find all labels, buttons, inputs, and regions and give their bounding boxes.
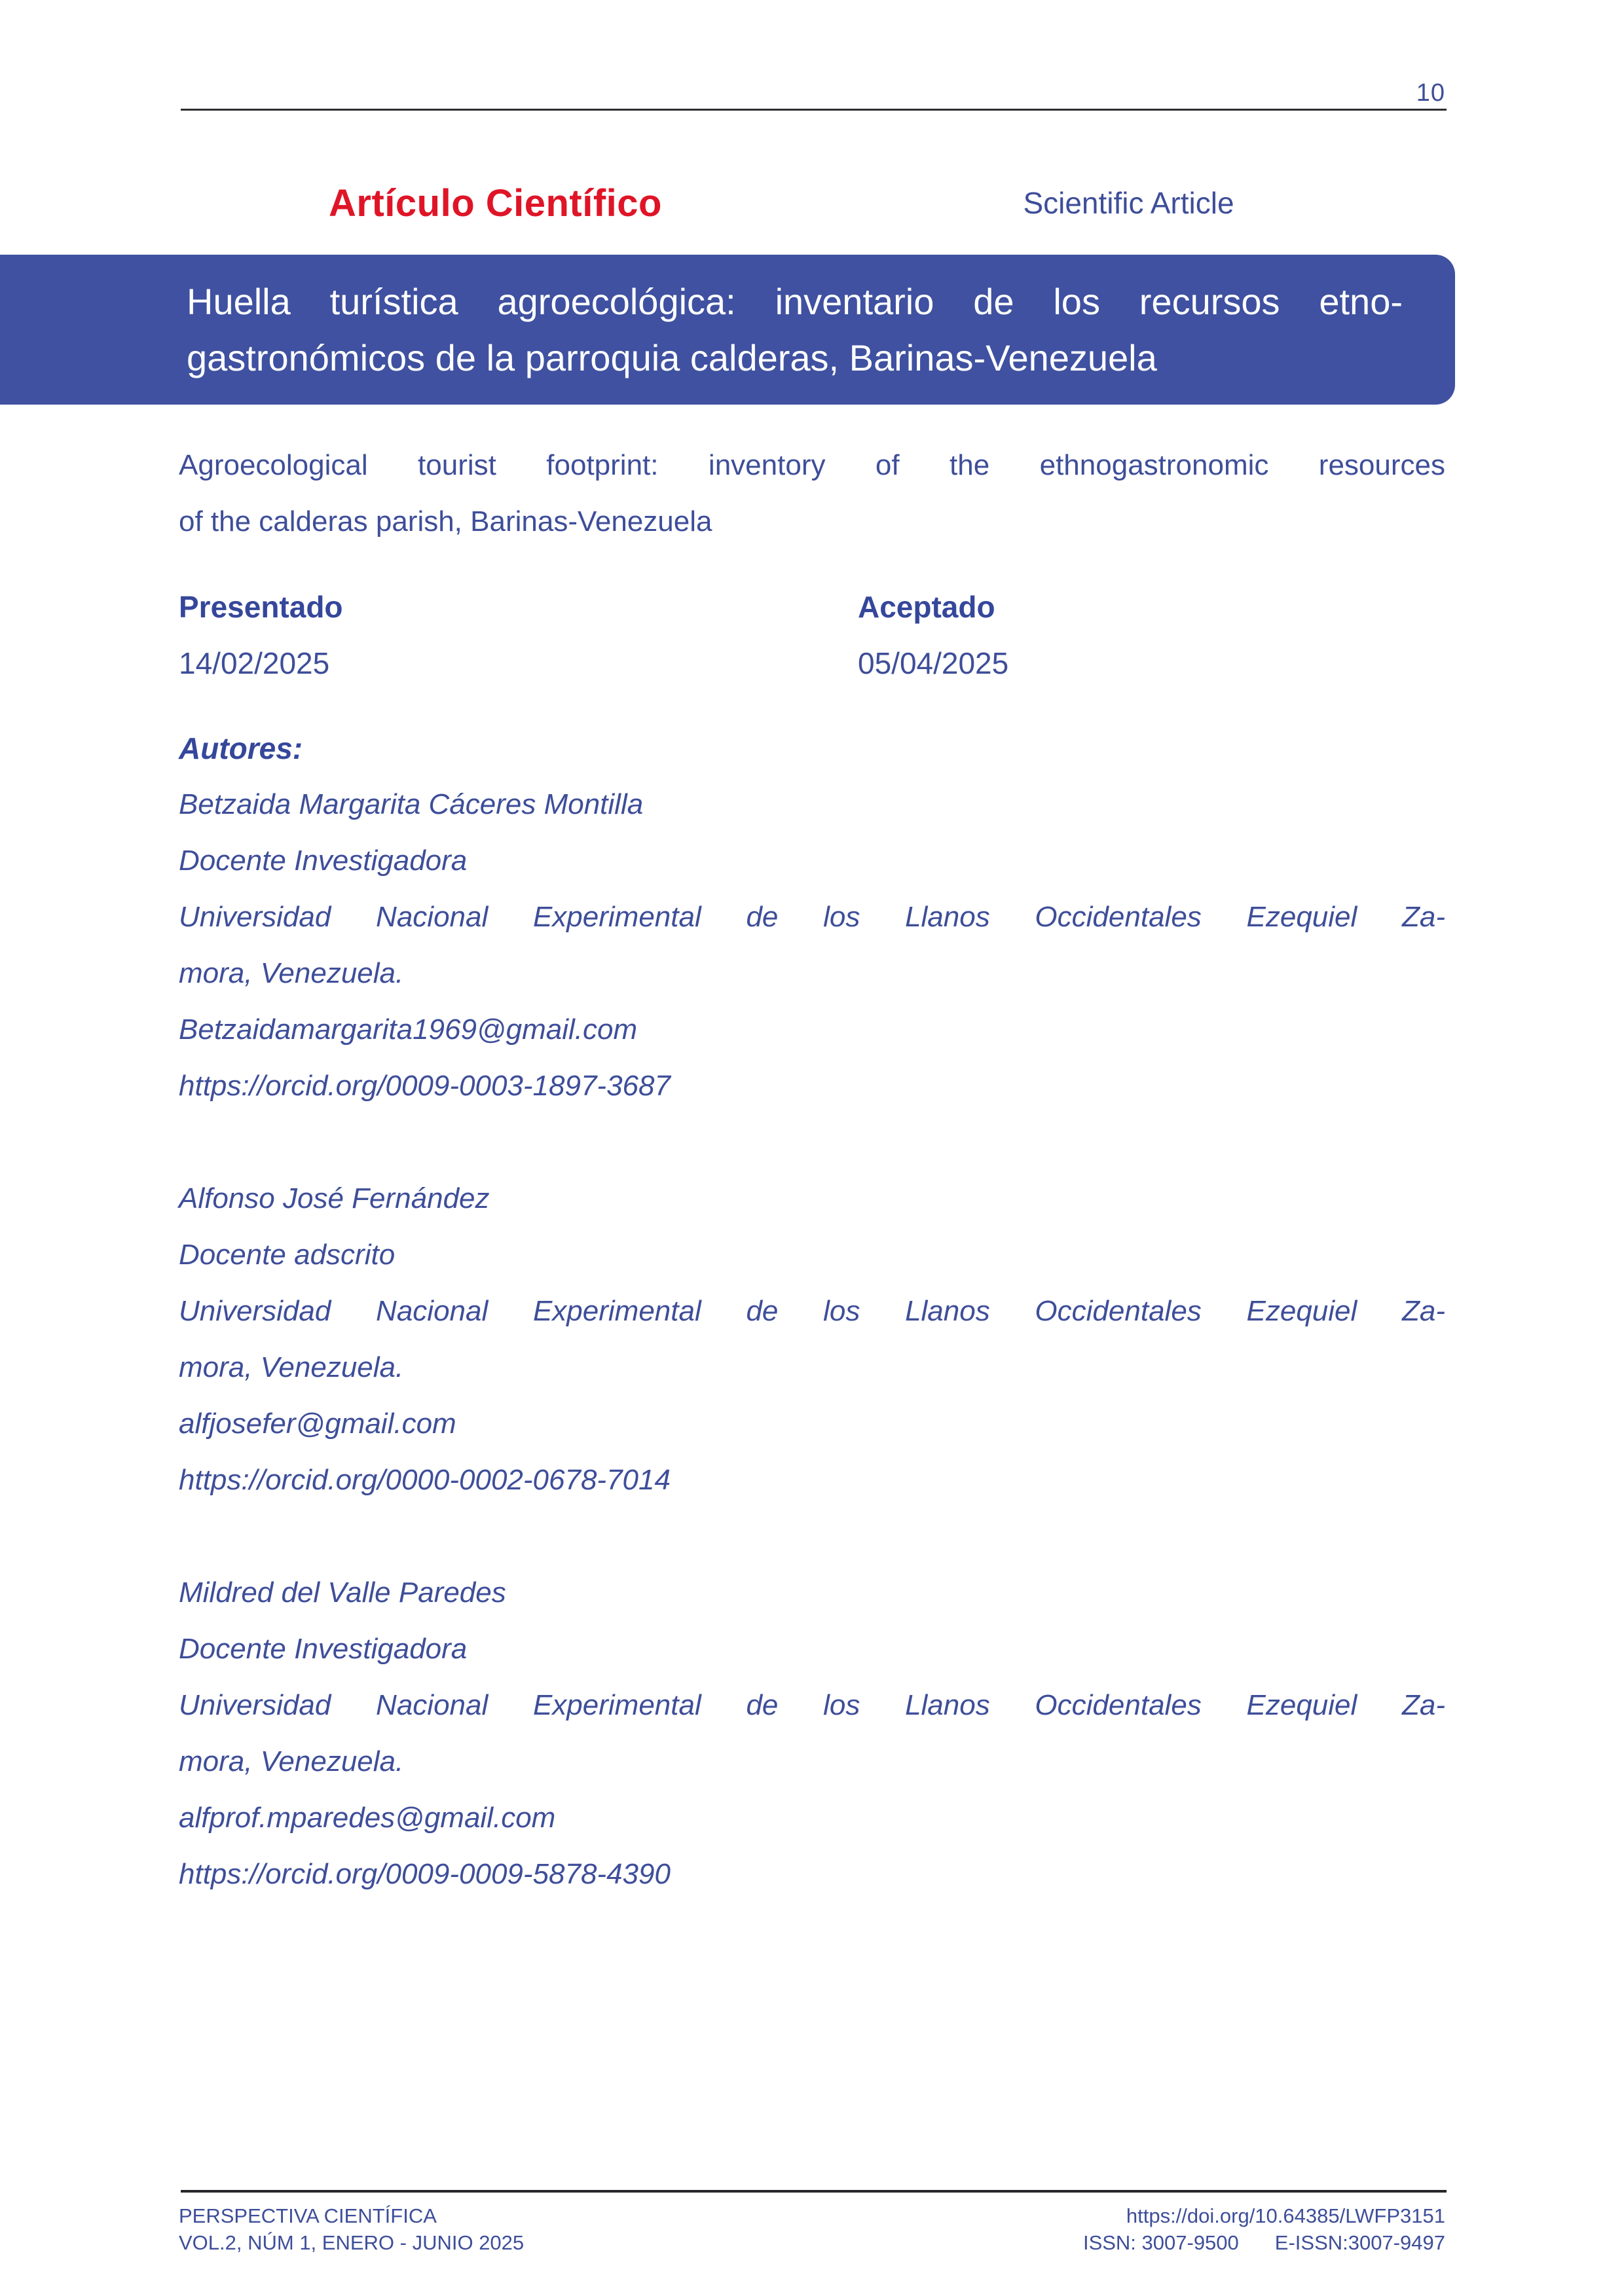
author-affiliation-line-2: mora, Venezuela. [179, 1351, 404, 1383]
footer-rule [181, 2190, 1447, 2193]
author-orcid-link[interactable]: https://orcid.org/0009-0009-5878-4390 [179, 1858, 671, 1890]
author-block-2 [179, 1171, 1445, 1508]
page-number: 10 [1416, 79, 1445, 107]
subtitle-line-1: Agroecological tourist footprint: inventory of the ethnogastronomic resources [179, 449, 1445, 481]
doi-link[interactable]: https://doi.org/10.64385/LWFP3151 [1126, 2204, 1445, 2227]
journal-name: PERSPECTIVA CIENTÍFICA [179, 2204, 437, 2227]
subtitle-line-2: of the calderas parish, Barinas-Venezuela [179, 505, 712, 538]
author-email-link[interactable]: Betzaidamargarita1969@gmail.com [179, 1013, 638, 1046]
authors-heading: Autores: [179, 731, 303, 765]
author-role: Docente Investigadora [179, 1633, 468, 1665]
presented-label: Presentado [179, 590, 343, 624]
english-subtitle [179, 437, 1445, 550]
title-line-2: gastronómicos de la parroquia calderas, Barinas-Venezuela [187, 337, 1157, 378]
author-affiliation-line-1: Universidad Nacional Experimental de los Llanos Occidentales Ezequiel Za- [179, 901, 1445, 933]
issn-line [1083, 2229, 1445, 2256]
footer [179, 2202, 1445, 2256]
author-orcid-link[interactable]: https://orcid.org/0009-0003-1897-3687 [179, 1070, 671, 1102]
author-affiliation-line-1: Universidad Nacional Experimental de los Llanos Occidentales Ezequiel Za- [179, 1295, 1445, 1327]
author-block-3 [179, 1565, 1445, 1903]
article-type-spanish: Artículo Científico [329, 181, 662, 225]
author-affiliation-line-2: mora, Venezuela. [179, 957, 404, 989]
accepted-label: Aceptado [858, 590, 995, 624]
dates-section [179, 579, 1445, 691]
article-type-row [179, 172, 1445, 234]
title-line-1: Huella turística agroecológica: inventario de los recursos etno- [187, 280, 1403, 322]
author-email-link[interactable]: alfprof.mparedes@gmail.com [179, 1802, 556, 1834]
author-affiliation-line-2: mora, Venezuela. [179, 1745, 404, 1777]
author-affiliation-line-1: Universidad Nacional Experimental de los Llanos Occidentales Ezequiel Za- [179, 1689, 1445, 1721]
issn: ISSN: 3007-9500 [1082, 2231, 1239, 2254]
author-block-1 [179, 776, 1445, 1114]
header-rule [181, 109, 1447, 111]
author-role: Docente adscrito [179, 1239, 396, 1271]
author-email-link[interactable]: alfjosefer@gmail.com [179, 1408, 456, 1440]
title-banner [0, 255, 1455, 405]
author-name: Alfonso José Fernández [179, 1182, 490, 1214]
author-name: Betzaida Margarita Cáceres Montilla [179, 788, 644, 820]
journal-issue: VOL.2, NÚM 1, ENERO - JUNIO 2025 [179, 2231, 525, 2254]
article-type-english: Scientific Article [1023, 186, 1234, 220]
author-orcid-link[interactable]: https://orcid.org/0000-0002-0678-7014 [179, 1464, 671, 1496]
author-name: Mildred del Valle Paredes [179, 1576, 506, 1609]
authors-section [179, 720, 1445, 1903]
author-role: Docente Investigadora [179, 845, 468, 877]
presented-date: 14/02/2025 [179, 646, 330, 680]
eissn: E-ISSN:3007-9497 [1274, 2231, 1445, 2254]
accepted-date: 05/04/2025 [858, 646, 1009, 680]
